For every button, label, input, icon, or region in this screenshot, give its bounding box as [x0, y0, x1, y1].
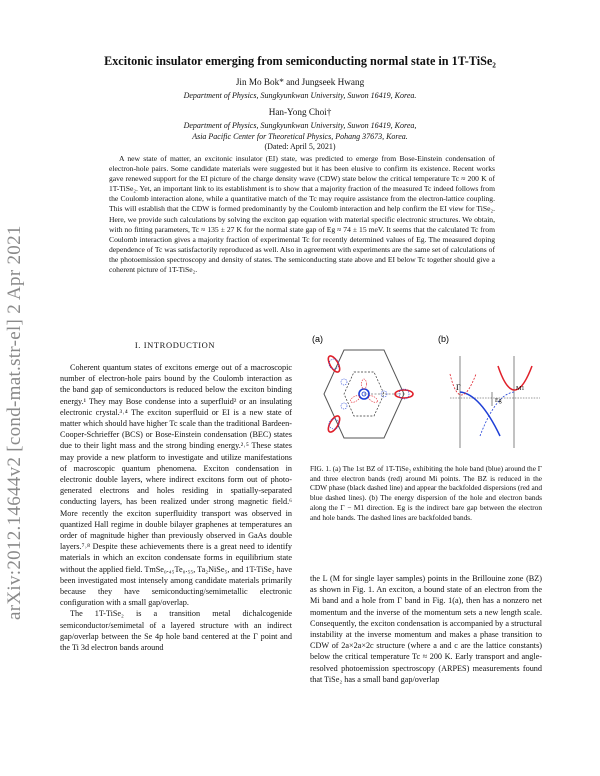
- abstract: A new state of matter, an excitonic insulator (EI) state, was predicted to emerge from Bose-Einstein condensation of electron-hole pairs. Some candidate materials were suggested but it has been elusive to confirm its existence. Recent works gave renewed support for the EI picture of the charge density wave (CDW) state below the critical temperature Tc ≈ 200 K of 1T-TiSe₂. Yet, an important link to its establishment is to show that a majority fraction of the measured Tc indeed follows from the Coulomb interaction alone, while a quantitative match of the Tc may require assistance from the electron-lattice coupling. This will establish that the CDW is formed predominantly by the Coulomb interaction and help confirm the EI view for TiSe₂. Here, we provide such calculations by solving the exciton gap equation with material specific electronic structures. We obtain, with no fitting parameters, Tc ≈ 135 ± 27 K for the normal state gap of Eg ≈ 74 ± 15 meV. It seems that the calculated Tc from Coulomb interaction gives a majority fraction of experimental Tc for recently determined values of Eg. The measured doping dependence of Tc was satisfactorily reproduced as well. Also in agreement with experiments are the same set of calculations of the photoemission spectroscopy and density of states. The semiconducting state above and EI below Tc together should give a coherent picture of 1T-TiSe₂.: [109, 154, 495, 275]
- electron-pocket-bottom: [326, 414, 342, 434]
- affiliation-first: Department of Physics, Sungkyunkwan University, Suwon 16419, Korea.: [183, 91, 417, 100]
- gamma-label: Γ: [456, 383, 461, 392]
- authors-first: Jin Mo Bok* and Jungseek Hwang: [235, 77, 365, 87]
- authors-second: Han-Yong Choi†: [268, 107, 332, 117]
- intro-paragraph-1: Coherent quantum states of excitons emerge out of a macroscopic number of electron-hole pairs bound by the Coulomb interaction as the band gap of semiconductors is reduced below the exciton binding energy.¹ They may Bose condense into a superfluid² or an insulating electronic crystal.³˒⁴ The exciton superfluid or EI is a new state of matter which should have higher Tc scale than the traditional Bardeen-Cooper-Schrieffer (BCS) or Bose-Einstein condensation (BEC) states due to their light mass and the strong binding energy.²˒⁵ These states may provide a new platform to investigate and utilize manifestations of macroscopic quantum phenomena. Exciton condensation in electronic double layers, where indirect excitons form out of photo-generated electrons and holes residing in spatially-separated conducting layers, has been realized under strong magnetic field.⁶ More recently the exciton superfluidity transport was observed in quantized Hall regime in double bilayer graphenes at temperatures an order of magnitude higher than previously observed in GaAs double layers.⁷˒⁸ Despite these achievements there is a great need to identify materials in which an exciton condensate forms in equilibrium state without the applied field. TmSe₀.₄₅Te₀.₅₅, Ta₂NiSe₅, and 1T-TiSe₂ have been investigated most intensely among candidate materials primarily because they have semiconducting/semimetallic electronic configuration with a small gap/overlap.: [60, 363, 292, 608]
- affiliation-second: Department of Physics, Sungkyunkwan University, Suwon 16419, Korea,: [183, 121, 417, 130]
- figure-1: [310, 332, 542, 456]
- backfolded-hole-3: [341, 403, 347, 409]
- panel-a-label: (a): [312, 334, 323, 344]
- electron-band-curve: [498, 366, 532, 390]
- hole-band-curve: [460, 392, 500, 436]
- electron-pocket-top: [326, 354, 342, 374]
- backfolded-electron-1: [362, 379, 367, 389]
- paper-title: Excitonic insulator emerging from semiconducting normal state in 1T-TiSe₂: [104, 54, 496, 68]
- right-column-paragraph: the L (M for single layer samples) points in the Brillouine zone (BZ) as shown in Fig. 1. An exciton, a bound state of an electron from the Mi band and a hole from Γ band in Fig. 1(a), then has a nonzero net momentum and the inverse of the momentum sets a new length scale. Consequently, the exciton condensation is accompanied by a structural instability at the inverse momentum and makes a phase transition to CDW of 2a×2a×2c structure (where a and c are the lattice constants) below the critical temperature Tc ≈ 200 K. Early transport and angle-resolved photoemission spectroscopy (ARPES) measurements found that TiSe₂ has a small band gap/overlap: [310, 574, 542, 684]
- right-column-text: [310, 573, 542, 685]
- affiliation-third: Asia Pacific Center for Theoretical Physics, Pohang 37673, Korea.: [192, 132, 408, 141]
- m1-label: M1: [516, 386, 525, 392]
- figure-1-svg: [310, 332, 542, 456]
- eg-label: Eg: [495, 398, 502, 404]
- backfolded-hole-1: [341, 379, 347, 385]
- panel-b-label: (b): [438, 334, 449, 344]
- left-column-text: [60, 362, 292, 653]
- section-heading-introduction: I. INTRODUCTION: [134, 340, 216, 350]
- dated-line: (Dated: April 5, 2021): [264, 142, 336, 151]
- backfolded-electron-3: [367, 394, 378, 403]
- intro-paragraph-2: The 1T-TiSe₂ is a transition metal dichalcogenide semiconductor/semimetal of a layered structure with an indirect gap/overlap between the Se 4p hole band centered at the Γ point and the Ti 3d electron bands around: [60, 609, 292, 653]
- backfolded-electron-2: [349, 394, 360, 403]
- arxiv-identifier: arXiv:2012.14644v2 [cond-mat.str-el] 2 Apr 2021: [4, 225, 25, 620]
- figure-1-caption: FIG. 1. (a) The 1st BZ of 1T-TiSe₂ exhibiting the hole band (blue) around the Γ and three electron bands (red) around Mi points. The BZ is reduced in the CDW phase (black dashed line) and appear the backfolded dispersions (red and blue dashed lines). (b) The energy dispersion of the hole and electron bands along the Γ − M1 direction. Eg is the indirect bare gap between the electron and hole bands. The dashed lines are backfolded bands.: [310, 464, 542, 522]
